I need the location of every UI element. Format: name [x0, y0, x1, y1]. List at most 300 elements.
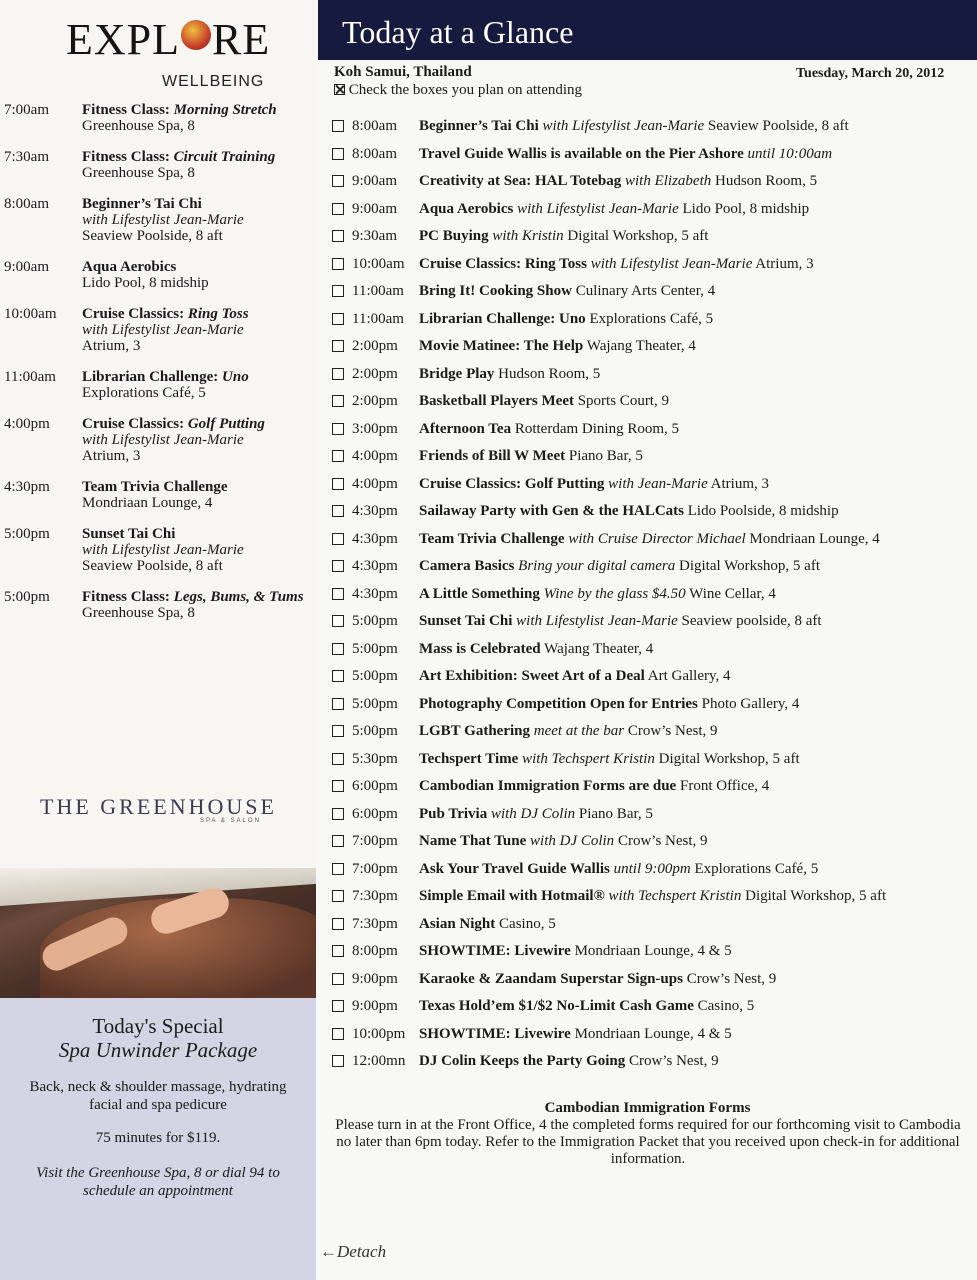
- event-location: Mondriaan Lounge, 4 & 5: [574, 1026, 732, 1042]
- event-description: [419, 171, 817, 191]
- wellbeing-item-title-italic: Circuit Training: [173, 149, 276, 165]
- attend-checkbox[interactable]: [332, 1055, 344, 1067]
- wellbeing-item-details: [82, 149, 314, 181]
- event-description: [419, 611, 822, 631]
- event-description: [419, 254, 814, 274]
- wellbeing-item-location: Seaview Poolside, 8 aft: [82, 228, 223, 244]
- event-location: Seaview Poolside, 8 aft: [707, 118, 849, 134]
- special-description: Back, neck & shoulder massage, hydrating facial and spa pedicure: [29, 1079, 287, 1113]
- event-row: [330, 1024, 970, 1044]
- notice-body: Please turn in at the Front Office, 4 the completed forms required for our forthcoming visit to Cambodia no later than 6pm today. Refer to the Immigration Packet that you received upon check-in for additional information.: [335, 1117, 961, 1167]
- event-time: 4:30pm: [352, 503, 398, 519]
- attend-checkbox[interactable]: [332, 863, 344, 875]
- massage-photo: [0, 868, 316, 998]
- event-detail: with Lifestylist Jean-Marie: [516, 613, 678, 629]
- event-location: Rotterdam Dining Room, 5: [514, 421, 680, 437]
- event-time: 4:00pm: [352, 476, 398, 492]
- wellbeing-item-details: [82, 196, 314, 244]
- event-description: [419, 666, 731, 686]
- event-description: [419, 364, 600, 384]
- attend-checkbox[interactable]: [332, 1000, 344, 1012]
- event-name: Cruise Classics: Golf Putting: [419, 476, 605, 492]
- wellbeing-item-time: 11:00am: [4, 369, 56, 385]
- event-name: LGBT Gathering: [419, 723, 530, 739]
- event-name: SHOWTIME: Livewire: [419, 1026, 571, 1042]
- wellbeing-item-title: Fitness Class:: [82, 102, 170, 118]
- event-time: 11:00am: [352, 311, 404, 327]
- event-detail: with Techspert Kristin: [608, 888, 742, 904]
- event-detail: with Lifestylist Jean-Marie: [542, 118, 705, 134]
- event-time: 9:00pm: [352, 971, 398, 987]
- event-row: [330, 996, 970, 1016]
- event-detail: with DJ Colin: [490, 806, 576, 822]
- attend-checkbox[interactable]: [332, 478, 344, 490]
- event-time: 12:00mn: [352, 1053, 406, 1069]
- event-name: Bring It! Cooking Show: [419, 283, 572, 299]
- attend-checkbox[interactable]: [332, 395, 344, 407]
- event-description: [419, 199, 809, 219]
- event-time: 9:00am: [352, 173, 397, 189]
- event-description: [419, 226, 708, 246]
- attend-checkbox[interactable]: [332, 588, 344, 600]
- wellbeing-item-time: 10:00am: [4, 306, 57, 322]
- event-description: [419, 584, 776, 604]
- event-name: Afternoon Tea: [419, 421, 512, 437]
- event-description: [419, 831, 708, 851]
- event-time: 7:00pm: [352, 861, 398, 877]
- wellbeing-item-title-italic: Ring Toss: [187, 306, 249, 322]
- event-detail: with Lifestylist Jean-Marie: [590, 256, 753, 272]
- page-title: Today at a Glance: [342, 14, 574, 50]
- attend-checkbox[interactable]: [332, 698, 344, 710]
- wellbeing-item-title-italic: Golf Putting: [187, 416, 265, 432]
- glance-header: [318, 0, 977, 60]
- event-location: Lido Poolside, 8 midship: [687, 503, 839, 519]
- event-name: Aqua Aerobics: [419, 201, 514, 217]
- wellbeing-item-details: [82, 416, 314, 464]
- event-name: Bridge Play: [419, 366, 495, 382]
- event-detail: Bring your digital camera: [518, 558, 676, 574]
- event-location: Hudson Room, 5: [498, 366, 601, 382]
- event-row: [330, 721, 970, 741]
- event-time: 9:30am: [352, 228, 397, 244]
- event-row: [330, 556, 970, 576]
- event-description: [419, 116, 849, 136]
- event-detail: with Techspert Kristin: [522, 751, 655, 767]
- event-row: [330, 969, 970, 989]
- event-location: Atrium, 3: [755, 256, 814, 272]
- attend-checkbox[interactable]: [332, 230, 344, 242]
- checked-box-icon: [334, 84, 345, 95]
- event-name: DJ Colin Keeps the Party Going: [419, 1053, 626, 1069]
- attend-checkbox[interactable]: [332, 670, 344, 682]
- event-description: [419, 914, 556, 934]
- attend-checkbox[interactable]: [332, 175, 344, 187]
- event-row: [330, 886, 970, 906]
- event-name: Karaoke & Zaandam Superstar Sign-ups: [419, 971, 683, 987]
- event-detail: Wine by the glass $4.50: [543, 586, 686, 602]
- globe-icon: [181, 20, 211, 50]
- wellbeing-subtitle: WELLBEING: [162, 73, 265, 90]
- event-row: [330, 281, 970, 301]
- event-description: [419, 776, 769, 796]
- event-row: [330, 639, 970, 659]
- attend-checkbox[interactable]: [332, 560, 344, 572]
- wellbeing-item-location: Greenhouse Spa, 8: [82, 118, 195, 134]
- event-location: Photo Gallery, 4: [701, 696, 800, 712]
- wellbeing-item-location: Explorations Café, 5: [82, 385, 206, 401]
- wellbeing-item-title-italic: Legs, Bums, & Tums: [173, 589, 304, 605]
- wellbeing-item-time: 4:00pm: [4, 416, 50, 432]
- event-detail: meet at the bar: [533, 723, 625, 739]
- event-description: [419, 501, 839, 521]
- wellbeing-item-details: [82, 369, 314, 401]
- event-time: 4:00pm: [352, 448, 398, 464]
- wellbeing-item-title-italic: Uno: [222, 369, 249, 385]
- event-description: [419, 556, 820, 576]
- greenhouse-tagline: SPA & SALON: [200, 818, 261, 824]
- event-name: Travel Guide Wallis is available on the Pier Ashore: [419, 146, 744, 162]
- wellbeing-item-location: Atrium, 3: [82, 448, 141, 464]
- event-row: [330, 804, 970, 824]
- event-time: 10:00am: [352, 256, 405, 272]
- detach-marker: ←Detach: [320, 1242, 387, 1261]
- wellbeing-item-location: Seaview Poolside, 8 aft: [82, 558, 223, 574]
- special-package-name: Spa Unwinder Package: [58, 1038, 258, 1062]
- wellbeing-item-title: Fitness Class:: [82, 149, 170, 165]
- event-detail: with Jean-Marie: [608, 476, 708, 492]
- event-row: [330, 1051, 970, 1071]
- event-location: Sports Court, 9: [577, 393, 669, 409]
- attend-checkbox[interactable]: [332, 890, 344, 902]
- wellbeing-item-host: with Lifestylist Jean-Marie: [82, 432, 244, 448]
- attend-checkbox[interactable]: [332, 780, 344, 792]
- event-name: Photography Competition Open for Entries: [419, 696, 698, 712]
- event-location: Art Gallery, 4: [647, 668, 731, 684]
- event-time: 9:00am: [352, 201, 397, 217]
- event-time: 7:30pm: [352, 888, 398, 904]
- notice-title: Cambodian Immigration Forms: [544, 1100, 751, 1116]
- event-time: 2:00pm: [352, 338, 398, 354]
- event-row: [330, 144, 970, 164]
- event-name: Beginner’s Tai Chi: [419, 118, 539, 134]
- event-time: 11:00am: [352, 283, 404, 299]
- event-location: Seaview poolside, 8 aft: [681, 613, 822, 629]
- event-name: Techspert Time: [419, 751, 519, 767]
- event-row: [330, 859, 970, 879]
- event-row: [330, 941, 970, 961]
- event-detail: with Elizabeth: [624, 173, 712, 189]
- attend-checkbox[interactable]: [332, 285, 344, 297]
- event-time: 8:00am: [352, 118, 397, 134]
- event-description: [419, 996, 754, 1016]
- event-name: PC Buying: [419, 228, 489, 244]
- event-description: [419, 391, 669, 411]
- event-row: [330, 364, 970, 384]
- attend-checkbox[interactable]: [332, 725, 344, 737]
- event-name: Cruise Classics: Ring Toss: [419, 256, 587, 272]
- event-location: Digital Workshop, 5 aft: [678, 558, 820, 574]
- event-name: Cambodian Immigration Forms are due: [419, 778, 677, 794]
- event-detail: with Kristin: [492, 228, 564, 244]
- attend-checkbox[interactable]: [332, 368, 344, 380]
- attend-checkbox[interactable]: [332, 505, 344, 517]
- event-description: [419, 941, 732, 961]
- attend-checkbox[interactable]: [332, 313, 344, 325]
- attend-checkbox[interactable]: [332, 450, 344, 462]
- wellbeing-item-host: with Lifestylist Jean-Marie: [82, 322, 244, 338]
- wellbeing-item-time: 9:00am: [4, 259, 49, 275]
- event-description: [419, 336, 696, 356]
- attend-checkbox[interactable]: [332, 120, 344, 132]
- event-row: [330, 446, 970, 466]
- wellbeing-item-location: Greenhouse Spa, 8: [82, 165, 195, 181]
- wellbeing-item-title: Librarian Challenge:: [82, 369, 219, 385]
- event-row: [330, 309, 970, 329]
- event-name: Texas Hold’em $1/$2 No-Limit Cash Game: [419, 998, 694, 1014]
- event-location: Wine Cellar, 4: [689, 586, 776, 602]
- attend-checkbox[interactable]: [332, 533, 344, 545]
- attend-checkbox[interactable]: [332, 1028, 344, 1040]
- event-time: 5:00pm: [352, 723, 398, 739]
- event-location: Casino, 5: [499, 916, 556, 932]
- event-row: [330, 749, 970, 769]
- attend-checkbox[interactable]: [332, 808, 344, 820]
- event-name: Librarian Challenge: Uno: [419, 311, 586, 327]
- event-description: [419, 1051, 719, 1071]
- event-row: [330, 171, 970, 191]
- event-description: [419, 694, 799, 714]
- event-description: [419, 309, 713, 329]
- event-time: 8:00pm: [352, 943, 398, 959]
- event-description: [419, 886, 886, 906]
- event-time: 2:00pm: [352, 366, 398, 382]
- wellbeing-item-host: with Lifestylist Jean-Marie: [82, 212, 244, 228]
- event-time: 3:00pm: [352, 421, 398, 437]
- event-name: Asian Night: [419, 916, 496, 932]
- greenhouse-logo: THE GREENHOUSE: [40, 794, 277, 819]
- wellbeing-column: [0, 0, 316, 1280]
- wellbeing-item-title: Cruise Classics:: [82, 306, 185, 322]
- event-name: Mass is Celebrated: [419, 641, 541, 657]
- event-time: 7:30pm: [352, 916, 398, 932]
- event-name: Sunset Tai Chi: [419, 613, 513, 629]
- explore-logo: [66, 14, 270, 65]
- event-row: [330, 831, 970, 851]
- wellbeing-item-title: Beginner’s Tai Chi: [82, 196, 202, 212]
- check-instruction: [334, 82, 582, 99]
- event-name: Friends of Bill W Meet: [419, 448, 566, 464]
- event-description: [419, 804, 653, 824]
- event-location: Crow’s Nest, 9: [627, 723, 718, 739]
- event-location: Piano Bar, 5: [568, 448, 643, 464]
- event-row: [330, 584, 970, 604]
- event-time: 6:00pm: [352, 806, 398, 822]
- event-row: [330, 914, 970, 934]
- event-name: SHOWTIME: Livewire: [419, 943, 571, 959]
- wellbeing-item-location: Lido Pool, 8 midship: [82, 275, 209, 291]
- wellbeing-item-time: 7:30am: [4, 149, 49, 165]
- port-location: Koh Samui, Thailand: [334, 64, 472, 80]
- wellbeing-item-details: [82, 306, 314, 354]
- event-time: 5:00pm: [352, 641, 398, 657]
- event-location: Atrium, 3: [710, 476, 770, 492]
- special-title: Today's Special: [92, 1014, 224, 1038]
- event-time: 4:30pm: [352, 586, 398, 602]
- event-row: [330, 226, 970, 246]
- attend-checkbox[interactable]: [332, 835, 344, 847]
- event-location: Wajang Theater, 4: [544, 641, 654, 657]
- attend-checkbox[interactable]: [332, 148, 344, 160]
- wellbeing-item-location: Atrium, 3: [82, 338, 141, 354]
- todays-special-box: [0, 998, 316, 1280]
- event-location: Casino, 5: [697, 998, 755, 1014]
- event-name: Ask Your Travel Guide Wallis: [419, 861, 610, 877]
- event-row: [330, 666, 970, 686]
- event-description: [419, 529, 880, 549]
- event-location: Culinary Arts Center, 4: [575, 283, 716, 299]
- check-instruction-text: Check the boxes you plan on attending: [348, 82, 583, 98]
- event-description: [419, 749, 800, 769]
- event-detail: with DJ Colin: [530, 833, 615, 849]
- event-location: Digital Workshop, 5 aft: [658, 751, 800, 767]
- event-time: 5:00pm: [352, 696, 398, 712]
- event-row: [330, 391, 970, 411]
- event-detail: with Lifestylist Jean-Marie: [517, 201, 679, 217]
- event-name: Pub Trivia: [419, 806, 488, 822]
- schedule-date: Tuesday, March 20, 2012: [796, 66, 945, 81]
- wellbeing-item-details: [82, 102, 314, 134]
- attend-checkbox[interactable]: [332, 423, 344, 435]
- wellbeing-item-location: Greenhouse Spa, 8: [82, 605, 195, 621]
- event-row: [330, 776, 970, 796]
- event-location: Digital Workshop, 5 aft: [745, 888, 887, 904]
- event-row: [330, 116, 970, 136]
- event-name: Art Exhibition: Sweet Art of a Deal: [419, 668, 645, 684]
- wellbeing-item-location: Mondriaan Lounge, 4: [82, 495, 213, 511]
- event-description: [419, 474, 769, 494]
- event-description: [419, 1024, 732, 1044]
- wellbeing-item-title: Fitness Class:: [82, 589, 170, 605]
- event-time: 9:00pm: [352, 998, 398, 1014]
- attend-checkbox[interactable]: [332, 918, 344, 930]
- event-row: [330, 199, 970, 219]
- attend-checkbox[interactable]: [332, 340, 344, 352]
- event-location: Lido Pool, 8 midship: [682, 201, 810, 217]
- event-name: Basketball Players Meet: [419, 393, 574, 409]
- wellbeing-item-host: with Lifestylist Jean-Marie: [82, 542, 244, 558]
- event-row: [330, 529, 970, 549]
- attend-checkbox[interactable]: [332, 973, 344, 985]
- logo-text: EXPL RE: [66, 15, 271, 64]
- event-time: 4:30pm: [352, 531, 398, 547]
- attend-checkbox[interactable]: [332, 643, 344, 655]
- event-location: Mondriaan Lounge, 4 & 5: [574, 943, 732, 959]
- event-row: [330, 419, 970, 439]
- event-row: [330, 611, 970, 631]
- event-description: [419, 281, 715, 301]
- event-description: [419, 969, 776, 989]
- event-location: Front Office, 4: [679, 778, 770, 794]
- event-time: 4:30pm: [352, 558, 398, 574]
- event-location: Digital Workshop, 5 aft: [567, 228, 709, 244]
- wellbeing-item-title: Aqua Aerobics: [82, 259, 177, 275]
- attend-checkbox[interactable]: [332, 945, 344, 957]
- event-time: 7:00pm: [352, 833, 398, 849]
- event-name: Sailaway Party with Gen & the HALCats: [419, 503, 684, 519]
- attend-checkbox[interactable]: [332, 753, 344, 765]
- wellbeing-item-time: 4:30pm: [4, 479, 50, 495]
- wellbeing-item-details: [82, 259, 314, 291]
- event-row: [330, 336, 970, 356]
- wellbeing-item-details: [82, 589, 314, 621]
- event-time: 5:00pm: [352, 613, 398, 629]
- wellbeing-item-title-italic: Morning Stretch: [173, 102, 277, 118]
- event-location: Mondriaan Lounge, 4: [749, 531, 880, 547]
- event-description: [419, 721, 718, 741]
- event-time: 6:00pm: [352, 778, 398, 794]
- event-description: [419, 859, 818, 879]
- event-row: [330, 254, 970, 274]
- event-description: [419, 446, 643, 466]
- event-name: Simple Email with Hotmail®: [419, 888, 605, 904]
- event-time: 2:00pm: [352, 393, 398, 409]
- attend-checkbox[interactable]: [332, 258, 344, 270]
- event-location: Wajang Theater, 4: [586, 338, 696, 354]
- event-location: Explorations Café, 5: [694, 861, 819, 877]
- event-row: [330, 474, 970, 494]
- event-location: Hudson Room, 5: [714, 173, 818, 189]
- event-location: Crow’s Nest, 9: [617, 833, 708, 849]
- wellbeing-item-details: [82, 526, 314, 574]
- event-detail: with Cruise Director Michael: [568, 531, 746, 547]
- special-booking-info: Visit the Greenhouse Spa, 8 or dial 94 to schedule an appointment: [36, 1165, 280, 1199]
- wellbeing-item-details: [82, 479, 314, 511]
- wellbeing-item-title: Cruise Classics:: [82, 416, 185, 432]
- event-description: [419, 419, 679, 439]
- attend-checkbox[interactable]: [332, 615, 344, 627]
- event-detail: until 10:00am: [747, 146, 833, 162]
- event-name: Name That Tune: [419, 833, 527, 849]
- wellbeing-item-title: Sunset Tai Chi: [82, 526, 176, 542]
- wellbeing-item-time: 8:00am: [4, 196, 49, 212]
- event-time: 8:00am: [352, 146, 397, 162]
- event-name: Team Trivia Challenge: [419, 531, 565, 547]
- event-name: Camera Basics: [419, 558, 515, 574]
- event-name: A Little Something: [419, 586, 540, 602]
- special-price: 75 minutes for $119.: [95, 1130, 221, 1146]
- wellbeing-item-time: 5:00pm: [4, 589, 50, 605]
- wellbeing-item-time: 7:00am: [4, 102, 49, 118]
- event-description: [419, 639, 653, 659]
- event-time: 5:00pm: [352, 668, 398, 684]
- event-location: Crow’s Nest, 9: [686, 971, 777, 987]
- wellbeing-item-time: 5:00pm: [4, 526, 50, 542]
- event-time: 5:30pm: [352, 751, 398, 767]
- event-row: [330, 501, 970, 521]
- event-time: 10:00pm: [352, 1026, 406, 1042]
- event-row: [330, 694, 970, 714]
- wellbeing-item-title: Team Trivia Challenge: [82, 479, 228, 495]
- event-description: [419, 144, 832, 164]
- event-location: Explorations Café, 5: [589, 311, 714, 327]
- event-location: Piano Bar, 5: [578, 806, 653, 822]
- event-name: Movie Matinee: The Help: [419, 338, 584, 354]
- event-detail: until 9:00pm: [613, 861, 691, 877]
- event-name: Creativity at Sea: HAL Totebag: [419, 173, 622, 189]
- event-location: Crow’s Nest, 9: [629, 1053, 719, 1069]
- attend-checkbox[interactable]: [332, 203, 344, 215]
